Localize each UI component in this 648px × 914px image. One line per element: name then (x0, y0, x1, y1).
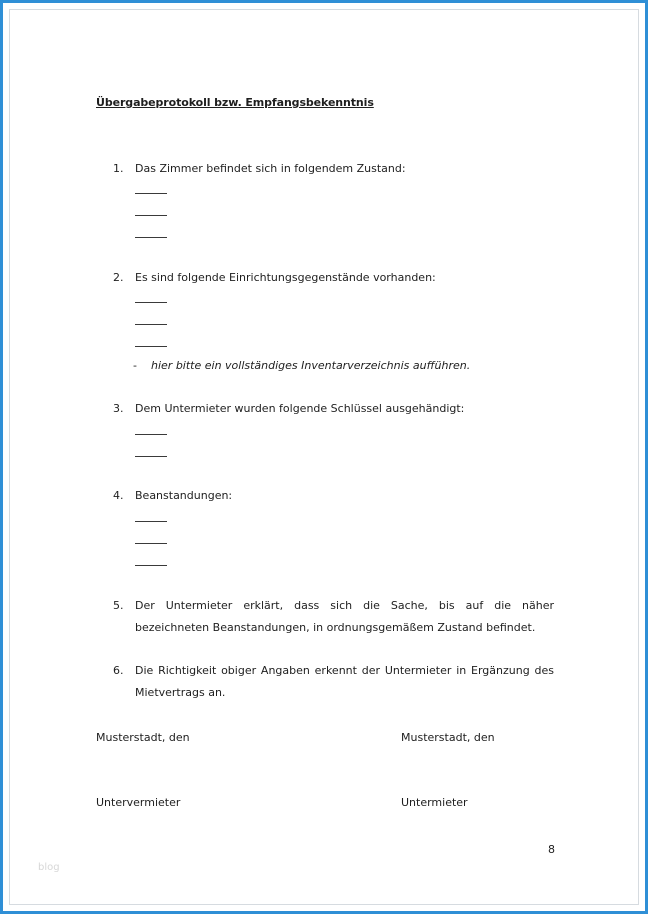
blank-line[interactable] (135, 434, 167, 435)
right-place-date: Musterstadt, den (401, 731, 495, 744)
list-item-number: 4. (113, 489, 124, 502)
blank-line[interactable] (135, 215, 167, 216)
left-place-date: Musterstadt, den (96, 731, 190, 744)
list-item-number: 1. (113, 162, 124, 175)
blank-line[interactable] (135, 543, 167, 544)
list-item-number: 6. (113, 664, 124, 677)
watermark: blog (38, 862, 60, 873)
list-item-1 (113, 158, 554, 180)
list-item-6 (113, 660, 554, 704)
list-item-number: 3. (113, 402, 124, 415)
list-item-text: Der Untermieter erklärt, dass sich die Sache, bis auf die näher bezeichneten Beanstandungen, in ordnungsgemäßem Zustand befindet. (135, 599, 554, 634)
right-signature-role: Untermieter (401, 796, 468, 809)
list-item-5 (113, 595, 554, 639)
list-item-3 (113, 398, 554, 420)
note-dash: - (133, 359, 137, 372)
blank-line[interactable] (135, 193, 167, 194)
list-item-number: 5. (113, 599, 124, 612)
note-text: hier bitte ein vollständiges Inventarverzeichnis aufführen. (151, 359, 471, 372)
blank-line[interactable] (135, 565, 167, 566)
list-item-text: Das Zimmer befindet sich in folgendem Zustand: (135, 162, 406, 175)
list-item-4 (113, 485, 554, 507)
list-item-2 (113, 267, 554, 289)
blank-line[interactable] (135, 302, 167, 303)
blank-line[interactable] (135, 237, 167, 238)
list-item-text: Dem Untermieter wurden folgende Schlüssel ausgehändigt: (135, 402, 465, 415)
inventory-note (133, 358, 470, 374)
page-number: 8 (548, 843, 555, 856)
list-item-number: 2. (113, 271, 124, 284)
blank-line[interactable] (135, 521, 167, 522)
blank-line[interactable] (135, 456, 167, 457)
list-item-text: Beanstandungen: (135, 489, 233, 502)
list-item-text: Es sind folgende Einrichtungsgegenstände vorhanden: (135, 271, 436, 284)
left-signature-role: Untervermieter (96, 796, 181, 809)
document-title: Übergabeprotokoll bzw. Empfangsbekenntnis (96, 96, 374, 109)
blank-line[interactable] (135, 346, 167, 347)
blank-line[interactable] (135, 324, 167, 325)
list-item-text: Die Richtigkeit obiger Angaben erkennt der Untermieter in Ergänzung des Mietvertrags an. (135, 664, 554, 699)
